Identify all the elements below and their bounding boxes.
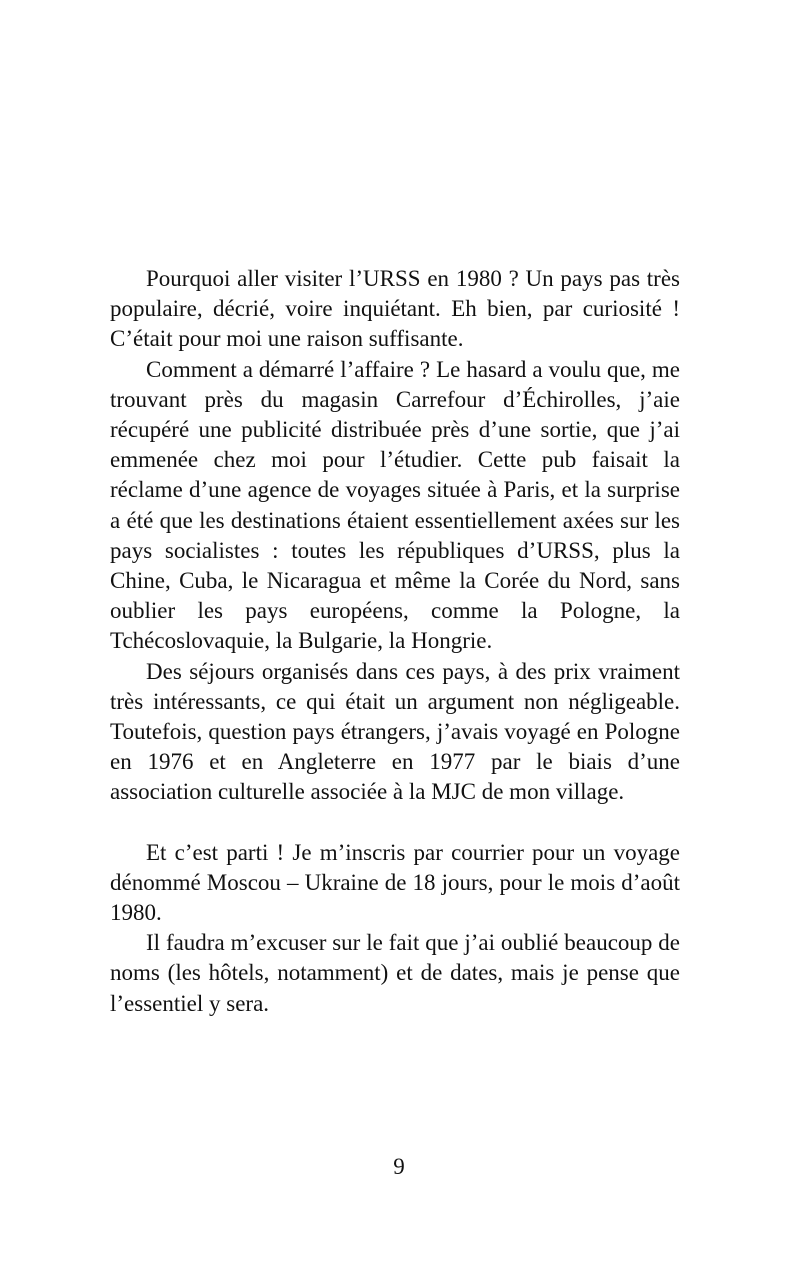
paragraph-1: Pourquoi aller visiter l’URSS en 1980 ? Un pays pas très populaire, décrié, voire inquiétant. Eh bien, par curiosité ! C’était pour moi une raison suffisante.	[110, 266, 680, 352]
paragraph-5: Il faudra m’excuser sur le fait que j’ai oublié beaucoup de noms (les hôtels, notamment) et de dates, mais je pense que l’essentiel y sera.	[110, 930, 680, 1016]
paragraph-3: Des séjours organisés dans ces pays, à des prix vraiment très intéressants, ce qui était un argument non négligeable. Toutefois, question pays étrangers, j’avais voyagé en Pologne en 1976 et en Angleterre en 1977 par le biais d’une association culturelle associée à la MJC de mon village.	[110, 658, 680, 805]
section-break	[110, 808, 680, 838]
page-number: 9	[393, 1154, 405, 1179]
page-body	[110, 264, 680, 1019]
paragraph-2: Comment a démarré l’affaire ? Le hasard a voulu que, me trouvant près du magasin Carrefour d’Échirolles, j’aie récupéré une publicité distribuée près d’une sortie, que j’ai emmenée chez moi pour l’étudier. Cette pub faisait la réclame d’une agence de voyages située à Paris, et la surprise a été que les destinations étaient essentiellement axées sur les pays socialistes : toutes les républiques d’URSS, plus la Chine, Cuba, le Nicaragua et même la Corée du Nord, sans oublier les pays européens, comme la Pologne, la Tchécoslovaquie, la Bulgarie, la Hongrie.	[110, 356, 680, 654]
paragraph-4: Et c’est parti ! Je m’inscris par courrier pour un voyage dénommé Moscou – Ukraine de 18 jours, pour le mois d’août 1980.	[110, 839, 680, 926]
